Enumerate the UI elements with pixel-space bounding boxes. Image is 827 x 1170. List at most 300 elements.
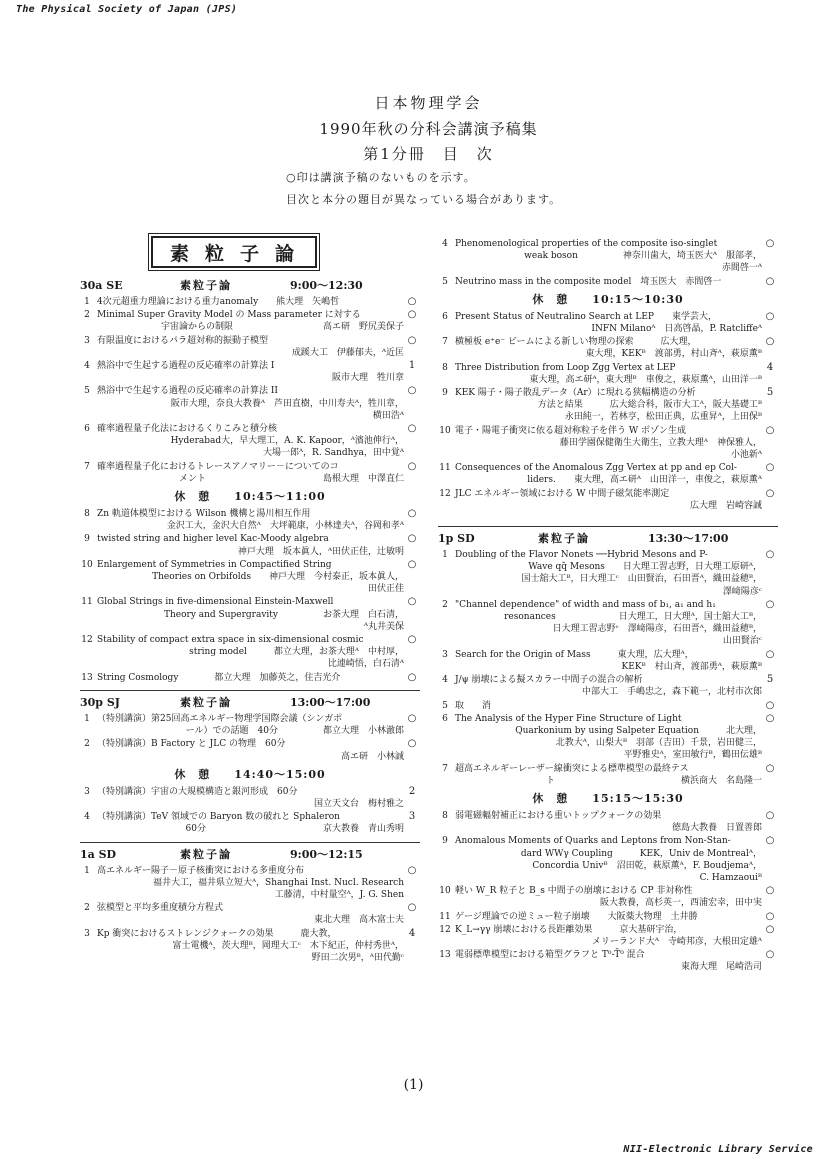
entry-body: [452, 311, 762, 335]
toc-entry: [438, 462, 778, 486]
entry-line: 東海大理 尾崎浩司: [680, 962, 762, 973]
entry-number: 12: [439, 488, 451, 499]
entry-body: [94, 559, 404, 596]
entry-body: [94, 360, 404, 384]
entry-mark: ○: [765, 910, 775, 922]
toc-entry: [438, 425, 778, 462]
entry-mark: ○: [407, 596, 417, 608]
entry-line: Concordia Univᴮ 沼田乾，萩原薫ᴬ，F. Boudjemaᴬ，: [532, 860, 762, 871]
entry-line: 工藤清，中村量空ᴬ，J. G. Shen: [274, 889, 404, 900]
toc-entry: [80, 461, 420, 485]
note-line: ○印は講演予稿のないものを示す。: [286, 171, 476, 184]
proceedings-title: 1990年秋の分科会講演予稿集: [319, 120, 538, 138]
entry-mark: ○: [765, 809, 775, 821]
entry-line: 電子・陽電子衝突に依る超対称粒子を伴う W ボゾン生成: [455, 425, 686, 436]
entry-number: 12: [81, 635, 93, 646]
entry-mark: ○: [407, 533, 417, 545]
entry-line: liders. 東大理，高エ研ᴬ 山田洋一，車俊之，萩原薫ᴬ: [527, 475, 762, 486]
entry-line: 神戸大理 坂本眞人，ᴬ田伏正佳，辻敏明: [237, 546, 404, 557]
toc-entry: [438, 674, 778, 698]
entry-line: 日大理工習志野ᶜ 澤﨑陽彦，石田晋ᴬ，織田益穂ᴮ，: [552, 624, 762, 635]
entry-mark: ○: [765, 310, 775, 322]
entry-number: 4: [84, 812, 90, 823]
right-column: [438, 238, 778, 975]
entry-body: [452, 885, 762, 909]
entry-line: （特別講演）TeV 領域での Baryon 数の破れと Sphaleron: [97, 812, 340, 823]
entry-line: 確率過程量子化法におけるくりこみと積分核: [97, 424, 278, 435]
entry-mark: ○: [765, 762, 775, 774]
entry-mark: ○: [765, 336, 775, 348]
session-header: [438, 526, 778, 549]
entry-line: Present Status of Neutralino Search at LEP 東学芸大，: [455, 311, 717, 322]
entry-line: 富士電機ᴬ，茨大理ᴮ，岡理大工ᶜ 木下紀正，仲村秀世ᴬ，: [172, 940, 404, 951]
entry-body: [452, 276, 762, 288]
entry-body: [452, 649, 762, 673]
entry-number: 3: [442, 649, 448, 660]
entry-line: dard WWγ Coupling KEK，Univ de Montrealᴬ，: [520, 848, 762, 859]
entry-mark: ○: [407, 738, 417, 750]
entry-line: ール）での話題 40分 都立大理 小林澈郎: [185, 726, 404, 737]
session-header: [80, 276, 420, 296]
toc-entry: [80, 634, 420, 671]
session-category: 素粒子論: [538, 532, 590, 546]
entry-mark: ○: [765, 549, 775, 561]
entry-mark: ○: [765, 712, 775, 724]
toc-entry: [80, 596, 420, 633]
entry-line: Search for the Origin of Mass 東大理，広大理ᴬ，: [455, 649, 694, 660]
entry-list: [438, 549, 778, 787]
entry-line: ゲージ理論での逆ミュー粒子崩壊 大阪薬大物理 土井勝: [455, 911, 698, 922]
entry-number: 8: [442, 810, 448, 821]
entry-line: （特別講演）B Factory と JLC の物理 60分: [97, 739, 286, 750]
entry-mark: ○: [407, 460, 417, 472]
entry-body: [452, 362, 762, 386]
entry-line: 阪市大理 牲川章: [331, 373, 404, 384]
entry-line: KEKᴮ 村山斉，渡部勇ᴬ，萩原薫ᴮ: [621, 661, 762, 672]
entry-mark: ○: [407, 634, 417, 646]
entry-line: Hyderabad大，早大理工，A. K. Kapoor，ᴬ濱池伸行ᴬ，: [170, 436, 404, 447]
entry-line: 阪市大理，奈良大教養ᴬ 芦田直樹，中川寿夫ᴬ，牲川章，: [170, 398, 404, 409]
entry-mark: ○: [407, 671, 417, 683]
volume-title: 第1分冊 目 次: [363, 145, 494, 163]
entry-line: ᴬ丸井美保: [363, 621, 404, 632]
entry-line: Anomalous Moments of Quarks and Leptons from Non-Stan-: [455, 836, 731, 847]
entry-mark: ○: [407, 296, 417, 307]
entry-line: 国士舘大工ᴮ，日大理工ᶜ 山田賢治，石田晋ᴬ，織田益穂ᴮ，: [521, 574, 762, 585]
entry-body: [452, 488, 762, 512]
entry-number: 7: [442, 337, 448, 348]
entry-body: [452, 911, 762, 923]
entry-line: 熱浴中で生起する過程の反応確率の計算法 II: [97, 386, 278, 397]
entry-number: 9: [442, 836, 448, 847]
entry-number: 3: [84, 786, 90, 797]
entry-body: [94, 508, 404, 532]
toc-entry: [438, 763, 778, 787]
entry-mark: ○: [407, 309, 417, 321]
entry-line: Doubling of the Flavor Nonets ──Hybrid Mesons and P-: [455, 550, 708, 561]
session-category: 素粒子論: [180, 279, 232, 292]
page-number: (1): [403, 1077, 424, 1093]
entry-mark: ○: [765, 923, 775, 935]
toc-entry: [438, 924, 778, 948]
entry-line: INFN Milanoᴬ 日高啓晶，P. Ratcliffeᴬ: [591, 324, 762, 335]
entry-line: 宇宙論からの制限 高エ研 野尻美保子: [160, 322, 404, 333]
entry-line: 確率過程量子化におけるトレースアノマリー－についてのコ: [97, 461, 339, 472]
toc-entry: [438, 387, 778, 424]
toc-entry: [438, 311, 778, 335]
entry-line: C. Hamzaouiᴮ: [699, 872, 762, 883]
toc-entry: [438, 885, 778, 909]
toc-entry: [438, 488, 778, 512]
entry-mark: ○: [765, 275, 775, 287]
entry-line: ト 横浜商大 名島隆一: [545, 775, 762, 786]
toc-entry: [80, 865, 420, 902]
entry-number: 2: [84, 903, 90, 914]
entry-line: （特別講演）宇宙の大規模構造と銀河形成 60分: [97, 786, 298, 797]
entry-body: [94, 713, 404, 737]
toc-entry: [438, 276, 778, 288]
entry-line: 電弱標準模型における箱型グラフと T⁰-T̄⁰ 混合: [455, 950, 645, 961]
entry-number: 6: [442, 311, 448, 322]
entry-mark: 5: [766, 387, 774, 399]
entry-body: [452, 674, 762, 698]
entry-line: 超高エネルギーレーザー線衝突による標準模型の最終テス: [455, 763, 689, 774]
session-header: [80, 690, 420, 713]
entry-line: Consequences of the Anomalous Zgg Vertex at pp and ep Col-: [455, 463, 737, 474]
entry-body: [452, 713, 762, 762]
entry-mark: ○: [765, 699, 775, 711]
break-row: 休 憩 15:15〜15:30: [532, 791, 684, 805]
entry-mark: ○: [765, 598, 775, 610]
entry-number: 3: [84, 335, 90, 346]
entry-line: 熱浴中で生起する過程の反応確率の計算法 I: [97, 361, 275, 372]
toc-entry: [80, 296, 420, 308]
entry-line: The Analysis of the Hyper Fine Structure of Light: [455, 713, 682, 724]
entry-number: 4: [442, 239, 448, 249]
toc-entry: [438, 238, 778, 275]
entry-number: 10: [81, 559, 93, 570]
entry-number: 5: [442, 700, 448, 711]
entry-line: 有限温度におけるパラ超対称的振動子模型: [97, 335, 269, 346]
entry-number: 11: [81, 597, 93, 608]
entry-number: 8: [442, 362, 448, 373]
toc-entry: [80, 533, 420, 557]
entry-line: resonances 日大理工，日大理ᴬ，国士舘大工ᴮ，: [504, 612, 762, 623]
entry-body: [452, 700, 762, 712]
entry-body: [94, 533, 404, 557]
entry-body: [94, 309, 404, 333]
entry-line: 東大理，KEKᴮ 渡部勇，村山斉ᴬ，萩原薫ᴮ: [585, 349, 762, 360]
entry-list: [80, 508, 420, 684]
header-source: The Physical Society of Japan (JPS): [16, 4, 238, 15]
entry-line: weak boson 神奈川歯大，埼玉医大ᴬ 服部孝，: [524, 251, 762, 262]
entry-line: 東大理，高エ研ᴬ，東大理ᴮ 車俊之，萩原薫ᴬ，山田洋一ᴮ: [529, 374, 762, 385]
entry-mark: 4: [408, 927, 416, 939]
entry-line: 福井大工，福井県立短大ᴬ，Shanghai Inst. Nucl. Research: [152, 877, 404, 888]
entry-line: Kp 衝突におけるストレンジクォークの効果 鹿大教，: [97, 928, 337, 939]
title-block: [0, 92, 827, 164]
entry-body: [94, 672, 404, 684]
entry-body: [94, 461, 404, 485]
entry-line: 弦模型と平均多重度積分方程式: [97, 903, 224, 914]
entry-line: Minimal Super Gravity Model の Mass parameter に対する: [97, 310, 361, 321]
entry-number: 2: [84, 310, 90, 321]
entry-mark: ○: [407, 385, 417, 397]
entry-body: [452, 599, 762, 648]
entry-body: [94, 335, 404, 359]
note-line: 目次と本分の題目が異なっている場合があります。: [286, 193, 562, 206]
entry-line: Enlargement of Symmetries in Compactified String: [97, 559, 332, 570]
toc-entry: [80, 811, 420, 835]
session-header: [80, 842, 420, 865]
entry-mark: ○: [407, 902, 417, 914]
session-category: 素粒子論: [180, 847, 232, 861]
entry-body: [452, 387, 762, 424]
entry-line: 成蹊大工 伊藤郁夫，ᴬ近匡: [291, 347, 404, 358]
entry-number: 1: [84, 713, 90, 724]
entry-body: [94, 596, 404, 633]
entry-mark: 5: [766, 674, 774, 686]
toc-entry: [80, 423, 420, 460]
entry-body: [452, 810, 762, 834]
entry-number: 6: [84, 424, 90, 435]
entry-line: 横極板 e⁺e⁻ ビームによる新しい物理の探索 広大理，: [455, 337, 697, 348]
entry-mark: ○: [765, 648, 775, 660]
entry-line: （特別講演）第25回高エネルギー物理学国際会議（シンガポ: [97, 713, 343, 724]
toc-entry: [80, 928, 420, 965]
entry-line: 東北大理 高木富士夫: [313, 915, 404, 926]
toc-entry: [80, 309, 420, 333]
entry-line: JLC エネルギー領域における W 中間子磁気能率測定: [455, 488, 670, 499]
entry-list: [80, 865, 420, 965]
session-category: 素粒子論: [180, 695, 232, 709]
entry-line: J/ψ 崩壊による擬スカラー中間子の混合の解析: [455, 675, 643, 686]
entry-line: Zn 軌道体模型における Wilson 機構と湯川相互作用: [97, 509, 311, 520]
entry-line: 高エネルギー陽子－原子核衝突における多重度分布: [97, 865, 305, 876]
entry-body: [452, 763, 762, 787]
entry-line: KEK 陽子・陽子散乱データ（Ar）に現れる狭幅構造の分析: [455, 388, 696, 399]
footer-service: NII-Electronic Library Service: [623, 1144, 813, 1155]
entry-line: 4次元超重力理論における重力anomaly 熊大理 矢嶋哲: [97, 297, 340, 307]
entry-number: 7: [442, 763, 448, 774]
entry-mark: 3: [408, 811, 416, 823]
society-title: 日本物理学会: [374, 94, 483, 112]
entry-number: 13: [81, 672, 93, 683]
entry-number: 10: [439, 425, 451, 436]
entry-mark: ○: [407, 423, 417, 435]
entry-line: 野田二次男ᴮ，ᴬ田代勤ᶜ: [311, 952, 404, 963]
toc-entry: [438, 549, 778, 598]
section-box-title: 素粒子論: [151, 236, 317, 268]
entry-line: 60分 京大教養 青山秀明: [185, 824, 404, 835]
entry-body: [94, 902, 404, 926]
session-time: 13:30〜17:00: [648, 532, 729, 546]
entry-body: [94, 928, 404, 965]
entry-line: 軽い W_R 粒子と B_s 中間子の崩壊における CP 非対称性: [455, 886, 693, 897]
entry-number: 1: [84, 865, 90, 876]
entry-line: 平野雅史ᴬ，室田敏行ᴮ，鶴田伝雄ᴮ: [623, 750, 762, 761]
entry-number: 11: [439, 911, 451, 922]
entry-mark: ○: [765, 462, 775, 474]
entry-line: 阪大教養，高杉英一，西浦宏幸，田中実: [599, 898, 762, 909]
entry-line: 藤田学園保健衛生大衛生，立教大理ᴬ 神保雅人，: [559, 437, 762, 448]
session-code: 30a SE: [80, 279, 123, 292]
break-row: 休 憩 14:40〜15:00: [174, 767, 326, 781]
entry-body: [94, 811, 404, 835]
entry-number: 12: [439, 924, 451, 935]
entry-number: 1: [84, 297, 90, 307]
entry-line: Global Strings in five-dimensional Einstein-Maxwell: [97, 597, 334, 608]
entry-line: 取 消: [455, 700, 492, 711]
entry-body: [94, 786, 404, 810]
entry-number: 10: [439, 886, 451, 897]
entry-body: [452, 835, 762, 884]
entry-line: 田伏正佳: [367, 584, 404, 595]
entry-list: [438, 238, 778, 288]
entry-line: 徳島大教養 日置善郎: [671, 823, 762, 834]
entry-number: 2: [442, 599, 448, 610]
entry-body: [94, 385, 404, 422]
toc-entry: [80, 559, 420, 596]
entry-list: [80, 296, 420, 485]
entry-line: 大場一郎ᴬ，R. Sandhya，田中覚ᴬ: [262, 448, 404, 459]
entry-line: Neutrino mass in the composite model 埼玉医大 赤間啓一: [455, 276, 722, 287]
entry-line: 金沢工大，金沢大自然ᴬ 大坪範康，小林達夫ᴬ，谷岡和孝ᴬ: [166, 521, 404, 532]
entry-body: [94, 296, 404, 308]
entry-line: Theories on Orbifolds 神戸大理 今村泰正，坂本眞人，: [152, 572, 404, 583]
entry-line: 高エ研 小林誠: [340, 751, 404, 762]
entry-body: [452, 924, 762, 948]
toc-entry: [438, 949, 778, 973]
entry-number: 5: [442, 276, 448, 287]
toc-entry: [80, 385, 420, 422]
entry-line: Phenomenological properties of the composite iso-singlet: [455, 239, 718, 249]
entry-number: 2: [84, 739, 90, 750]
entry-line: Quarkonium by using Salpeter Equation 北大理，: [515, 725, 762, 736]
toc-entry: [80, 508, 420, 532]
notes: [286, 167, 561, 211]
entry-mark: ○: [765, 835, 775, 847]
toc-entry: [80, 786, 420, 810]
entry-number: 8: [84, 509, 90, 520]
entry-mark: ○: [407, 558, 417, 570]
session-time: 9:00〜12:15: [290, 847, 363, 861]
toc-entry: [438, 810, 778, 834]
entry-line: "Channel dependence" of width and mass of b₁, a₁ and h₁: [455, 599, 716, 610]
entry-number: 7: [84, 461, 90, 472]
toc-entry: [80, 738, 420, 762]
toc-entry: [80, 672, 420, 684]
entry-number: 6: [442, 713, 448, 724]
entry-mark: ○: [407, 864, 417, 876]
entry-body: [94, 423, 404, 460]
toc-entry: [438, 362, 778, 386]
entry-body: [452, 462, 762, 486]
entry-mark: 4: [766, 361, 774, 373]
session-code: 1a SD: [80, 847, 117, 861]
entry-body: [94, 738, 404, 762]
entry-list: [80, 786, 420, 836]
entry-number: 3: [84, 928, 90, 939]
entry-list: [438, 810, 778, 974]
toc-entry: [438, 336, 778, 360]
entry-line: 国立天文台 梅村雅之: [313, 798, 404, 809]
entry-line: twisted string and higher level Kac-Moody algebra: [97, 534, 329, 545]
entry-line: 永田純一，若林亨，松田正典，広重昇ᴬ，上田保ᴮ: [564, 412, 762, 423]
entry-number: 11: [439, 463, 451, 474]
entry-number: 4: [84, 361, 90, 372]
entry-mark: 1: [408, 360, 416, 372]
toc-entry: [438, 835, 778, 884]
break-row: 休 憩 10:15〜10:30: [532, 292, 684, 306]
entry-line: 山田賢治ᶜ: [722, 636, 762, 647]
entry-mark: ○: [407, 508, 417, 520]
entry-line: 横田浩ᴬ: [372, 410, 404, 421]
entry-number: 4: [442, 675, 448, 686]
entry-mark: ○: [765, 487, 775, 499]
entry-number: 13: [439, 950, 451, 961]
toc-entry: [80, 713, 420, 737]
entry-line: Wave qq̄ Mesons 日大理工習志野，日大理工原研ᴬ，: [528, 562, 762, 573]
entry-list: [438, 311, 778, 512]
entry-number: 9: [442, 388, 448, 399]
entry-mark: ○: [765, 424, 775, 436]
entry-line: メリーランド大ᴬ 寺崎邦彦，大根田定雄ᴬ: [591, 936, 762, 947]
session-code: 1p SD: [438, 532, 475, 546]
entry-line: String Cosmology 都立大理 加藤英之，住吉光介: [97, 672, 341, 683]
toc-entry: [438, 713, 778, 762]
toc-entry: [438, 911, 778, 923]
entry-body: [94, 865, 404, 902]
toc-entry: [438, 649, 778, 673]
entry-body: [452, 425, 762, 462]
entry-mark: ○: [407, 712, 417, 724]
entry-body: [94, 634, 404, 671]
entry-body: [452, 238, 762, 275]
toc-entry: [80, 335, 420, 359]
entry-line: Three Distribution from Loop Zgg Vertex at LEP: [455, 362, 676, 373]
left-column: [80, 276, 420, 965]
entry-mark: 2: [408, 785, 416, 797]
entry-line: 北教大ᴬ，山梨大ᴮ 羽部（吉田）千景，岩田健三，: [555, 738, 762, 749]
break-row: 休 憩 10:45〜11:00: [174, 490, 326, 504]
session-code: 30p SJ: [80, 695, 120, 709]
entry-line: K_L→γγ 崩壊における長距離効果 京大基研宇治，: [455, 924, 683, 935]
entry-body: [452, 336, 762, 360]
entry-line: 弱電磁輻射補正における重いトップクォークの効果: [455, 810, 662, 821]
entry-line: 広大理 岩崎容誠: [689, 500, 762, 511]
entry-mark: ○: [765, 238, 775, 249]
entry-number: 1: [442, 550, 448, 561]
toc-entry: [80, 360, 420, 384]
entry-line: 方法と結果 広大総合科，阪市大工ᴬ，阪大基礎工ᴮ: [537, 400, 762, 411]
entry-line: メント 島根大理 中澤直仁: [178, 473, 404, 484]
entry-mark: ○: [765, 949, 775, 961]
entry-line: Theory and Supergravity お茶大理 白石清，: [163, 609, 404, 620]
toc-entry: [438, 700, 778, 712]
entry-body: [452, 949, 762, 973]
session-time: 13:00〜17:00: [290, 695, 371, 709]
toc-entry: [80, 902, 420, 926]
entry-list: [80, 713, 420, 763]
entry-body: [452, 549, 762, 598]
entry-line: 赤間啓一ᴬ: [721, 263, 762, 274]
entry-line: 中部大工 手嶋忠之，森下範一，北村市次郎: [581, 687, 762, 698]
entry-line: Stability of compact extra space in six-dimensional cosmic: [97, 635, 364, 646]
entry-mark: ○: [407, 334, 417, 346]
entry-line: 比連崎悟，白石清ᴬ: [327, 659, 404, 670]
entry-number: 9: [84, 534, 90, 545]
